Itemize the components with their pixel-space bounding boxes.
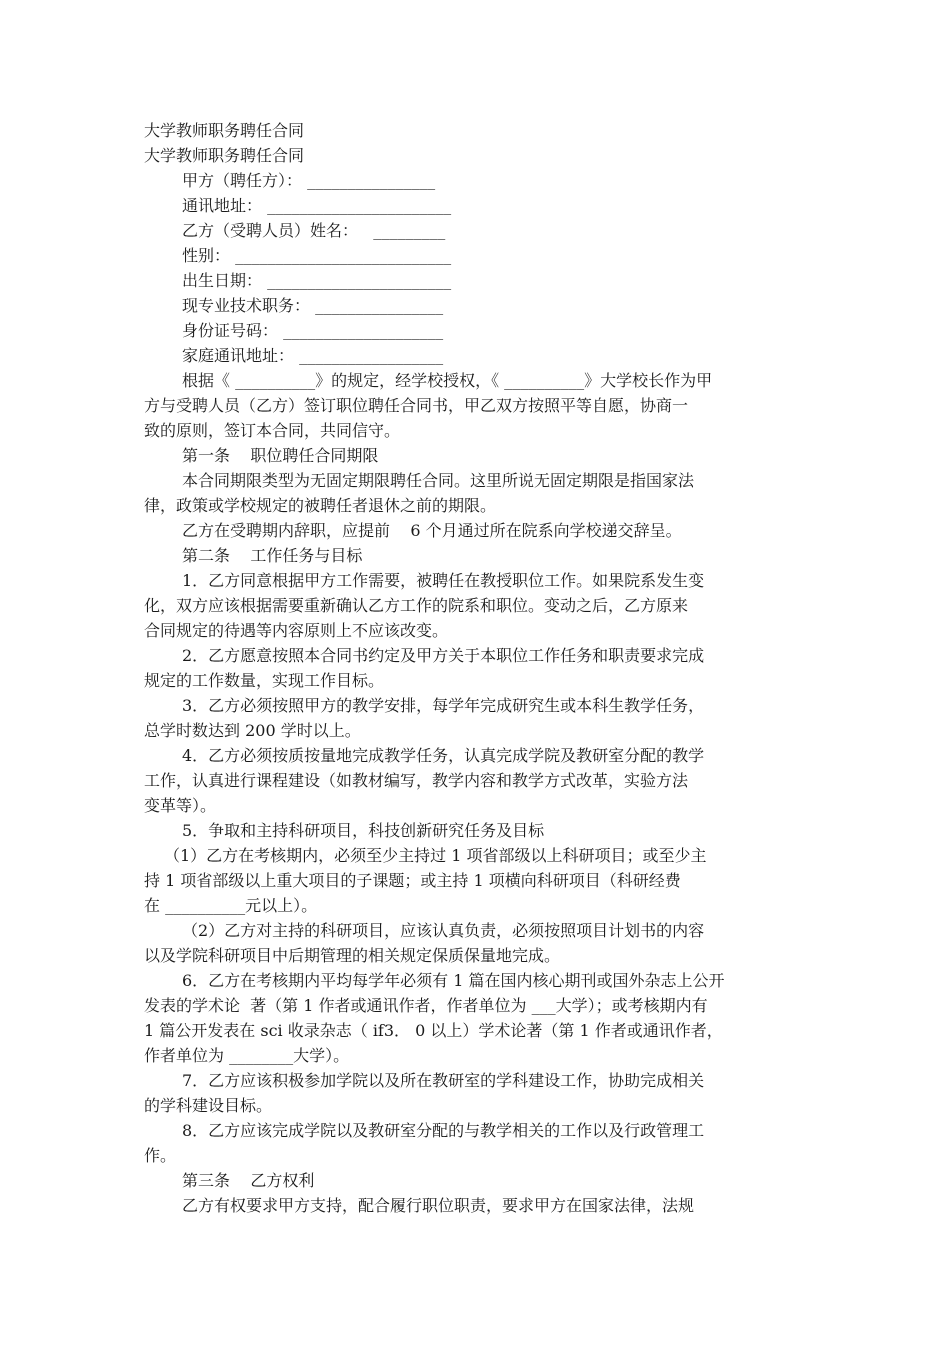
article-2-line: 作。 <box>144 1146 177 1165</box>
article-2-line: 7．乙方应该积极参加学院以及所在教研室的学科建设工作，协助完成相关 <box>182 1071 705 1090</box>
article-2-line: 规定的工作数量，实现工作目标。 <box>144 671 385 690</box>
article-2-line: 5．争取和主持科研项目，科技创新研究任务及目标 <box>182 821 545 840</box>
article-1-heading: 第一条 职位聘任合同期限 <box>182 446 379 465</box>
field-party-a: 甲方（聘任方）： ________________ <box>182 171 436 190</box>
article-2-line: 持 1 项省部级以上重大项目的子课题；或主持 1 项横向科研项目（科研经费 <box>144 871 681 890</box>
preamble-line: 致的原则，签订本合同，共同信守。 <box>144 421 401 440</box>
article-2-line: 1 篇公开发表在 sci 收录杂志（ if3． 0 以上）学术论著（第 1 作者或通讯作者， <box>144 1021 723 1040</box>
article-2-line: 合同规定的待遇等内容原则上不应该改变。 <box>144 621 449 640</box>
preamble-line: 根据《 __________》的规定，经学校授权，《 __________》大学校长作为甲 <box>182 371 713 390</box>
field-gender: 性别： ___________________________ <box>182 246 452 265</box>
preamble-line: 方与受聘人员（乙方）签订职位聘任合同书，甲乙双方按照平等自愿，协商一 <box>144 396 689 415</box>
article-2-line: 1．乙方同意根据甲方工作需要，被聘任在教授职位工作。如果院系发生变 <box>182 571 705 590</box>
field-birth-date: 出生日期： _______________________ <box>182 271 452 290</box>
article-2-line: 6．乙方在考核期内平均每学年必须有 1 篇在国内核心期刊或国外杂志上公开 <box>182 971 725 990</box>
field-party-b-name: 乙方（受聘人员）姓名： _________ <box>182 221 446 240</box>
article-2-line: 化，双方应该根据需要重新确认乙方工作的院系和职位。变动之后，乙方原来 <box>144 596 689 615</box>
article-1-line: 本合同期限类型为无固定期限聘任合同。这里所说无固定期限是指国家法 <box>182 471 695 490</box>
article-2-line: 8．乙方应该完成学院以及教研室分配的与教学相关的工作以及行政管理工 <box>182 1121 705 1140</box>
document-title: 大学教师职务聘任合同 <box>144 121 305 140</box>
article-2-line: 作者单位为 ________大学）。 <box>144 1046 350 1065</box>
article-1-line: 律，政策或学校规定的被聘任者退休之前的期限。 <box>144 496 497 515</box>
field-home-address: 家庭通讯地址： __________________ <box>182 346 444 365</box>
article-2-line: （2）乙方对主持的科研项目，应该认真负责，必须按照项目计划书的内容 <box>182 921 705 940</box>
article-2-line: 2．乙方愿意按照本合同书约定及甲方关于本职位工作任务和职责要求完成 <box>182 646 705 665</box>
field-address: 通讯地址： _______________________ <box>182 196 452 215</box>
article-2-line: （1）乙方在考核期内，必须至少主持过 1 项省部级以上科研项目；或至少主 <box>164 846 707 865</box>
document-title-repeat: 大学教师职务聘任合同 <box>144 146 305 165</box>
article-2-line: 变革等）。 <box>144 796 217 815</box>
article-3-line: 乙方有权要求甲方支持，配合履行职位职责，要求甲方在国家法律，法规 <box>182 1196 695 1215</box>
article-3-heading: 第三条 乙方权利 <box>182 1171 315 1190</box>
article-1-line: 乙方在受聘期内辞职，应提前 6 个月通过所在院系向学校递交辞呈。 <box>182 521 682 540</box>
field-current-title: 现专业技术职务： ________________ <box>182 296 444 315</box>
article-2-heading: 第二条 工作任务与目标 <box>182 546 363 565</box>
article-2-line: 的学科建设目标。 <box>144 1096 273 1115</box>
article-2-line: 4．乙方必须按质按量地完成教学任务，认真完成学院及教研室分配的教学 <box>182 746 705 765</box>
field-id-number: 身份证号码： ____________________ <box>182 321 444 340</box>
article-2-line: 总学时数达到 200 学时以上。 <box>144 721 361 740</box>
article-2-line: 以及学院科研项目中后期管理的相关规定保质保量地完成。 <box>144 946 561 965</box>
article-2-line: 3．乙方必须按照甲方的教学安排，每学年完成研究生或本科生教学任务， <box>182 696 705 715</box>
article-2-line: 在 __________元以上）。 <box>144 896 318 915</box>
article-2-line: 发表的学术论 著（第 1 作者或通讯作者，作者单位为 ___大学）；或考核期内有 <box>144 996 708 1015</box>
article-2-line: 工作，认真进行课程建设（如教材编写，教学内容和教学方式改革，实验方法 <box>144 771 689 790</box>
